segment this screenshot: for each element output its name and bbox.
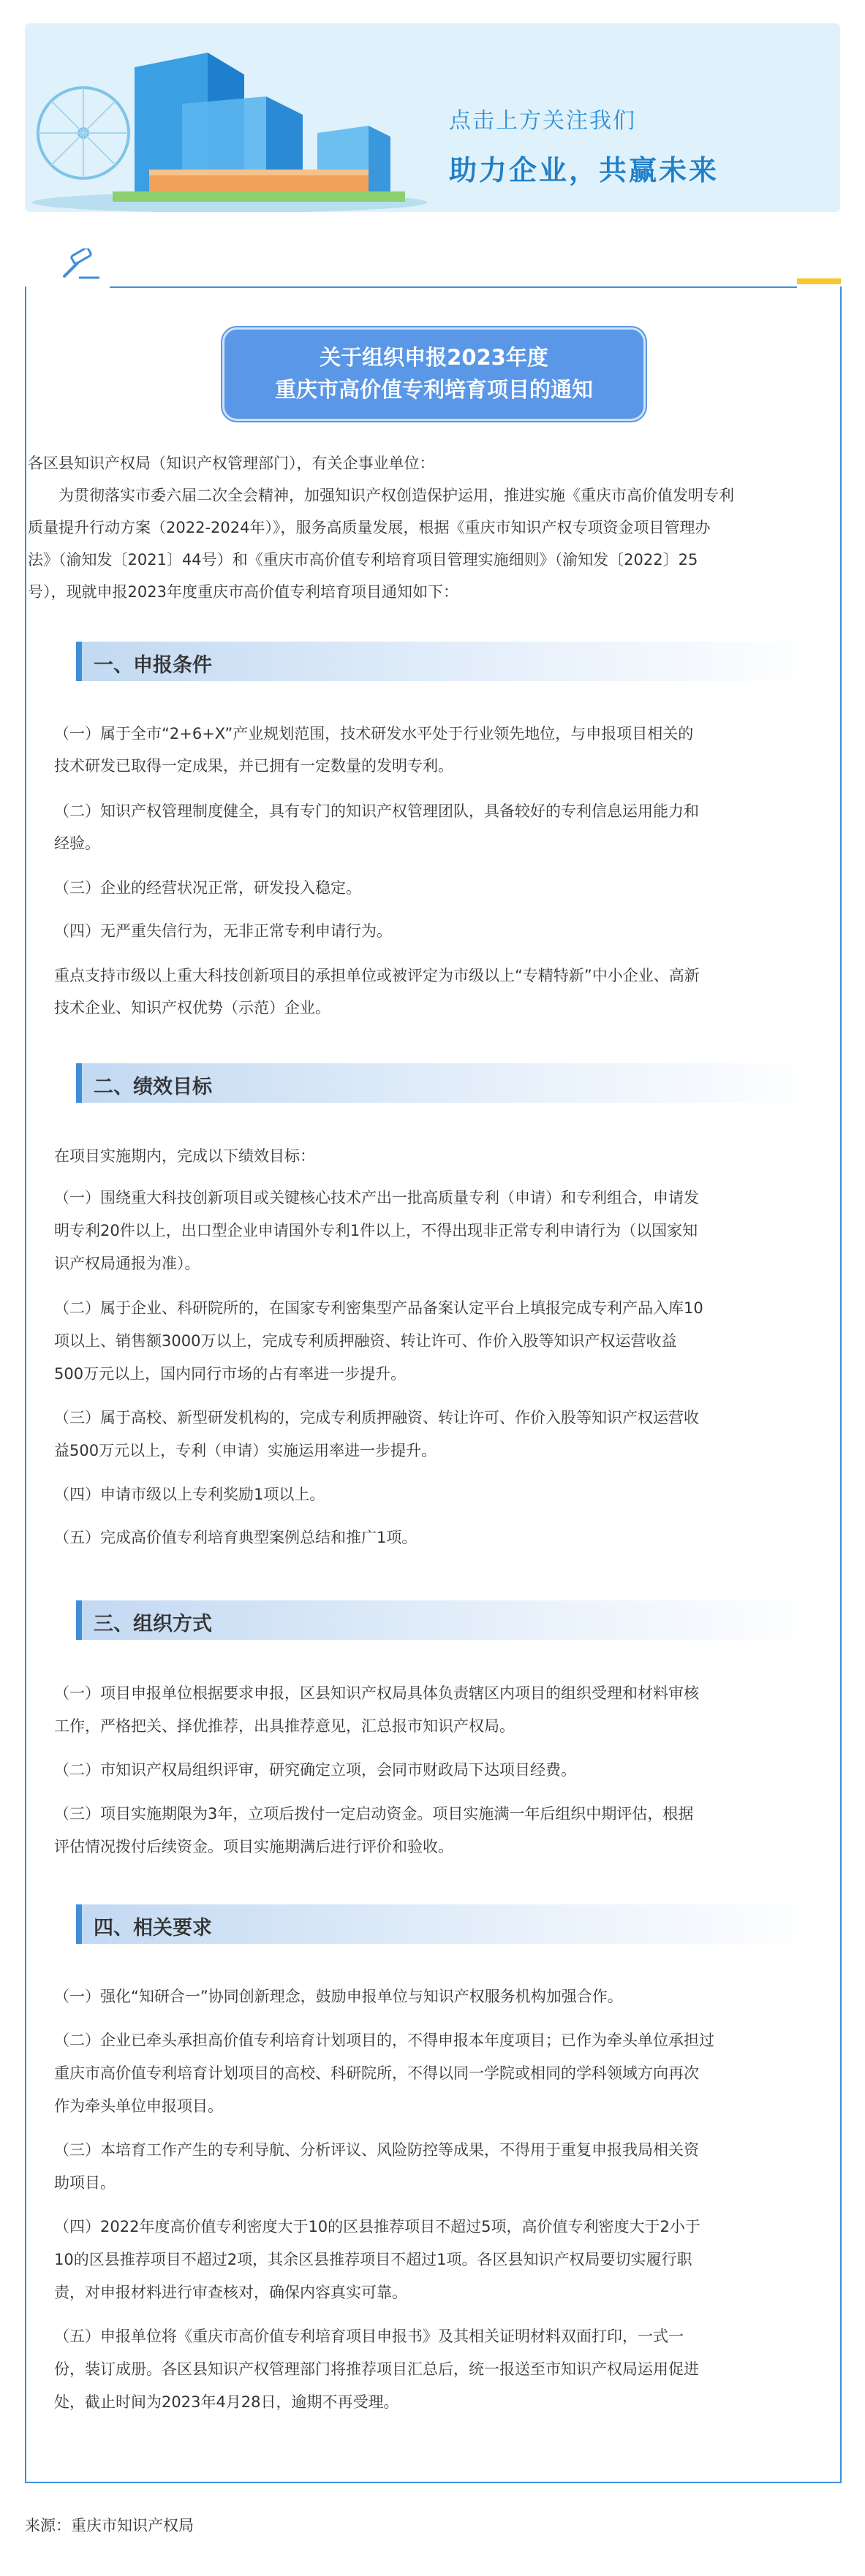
section-line: 评估情况拨付后续资金。项目实施期满后进行评价和验收。 [54, 1838, 453, 1855]
gavel-icon [57, 248, 101, 281]
section-heading-organization [76, 1600, 822, 1640]
section-line: （五）完成高价值专利培育典型案例总结和推广1项。 [54, 1529, 418, 1546]
section-line: 500万元以上，国内同行市场的占有率进一步提升。 [54, 1365, 407, 1383]
section-line: 技术研发已取得一定成果，并已拥有一定数量的发明专利。 [54, 757, 453, 775]
section-heading-requirements [76, 1904, 822, 1944]
section-heading-eligibility [76, 642, 822, 681]
section-line: 经验。 [54, 835, 100, 852]
intro-line: 为贯彻落实市委六届二次全会精神，加强知识产权创造保护运用，推进实施《重庆市高价值发明专利 [28, 487, 734, 504]
title-line-2: 重庆市高价值专利培育项目的通知 [274, 377, 593, 402]
intro-line: 质量提升行动方案（2022-2024年）》，服务高质量发展，根据《重庆市知识产权专项资金项目管理办 [28, 519, 711, 536]
banner-slogan-follow: 点击上方关注我们 [449, 108, 636, 134]
section-line: 项以上、销售额3000万以上，完成专利质押融资、转让许可、作价入股等知识产权运营收益 [54, 1332, 677, 1350]
title-line-1: 关于组织申报2023年度 [320, 345, 548, 370]
section-line: （三）项目实施期限为3年，立项后拨付一定启动资金。项目实施满一年后组织中期评估，根据 [54, 1805, 694, 1823]
section-line: （四）2022年度高价值专利密度大于10的区县推荐项目不超过5项，高价值专利密度大于2小于 [54, 2218, 700, 2235]
section-heading-text: 二、绩效目标 [94, 1076, 212, 1098]
section-line: 重庆市高价值专利培育计划项目的高校、科研院所，不得以同一学院或相同的学科领域方向再次 [54, 2064, 699, 2082]
city-illustration [25, 23, 434, 212]
section-heading-text: 一、申报条件 [94, 654, 212, 677]
section-line: 重点支持市级以上重大科技创新项目的承担单位或被评定为市级以上“专精特新”中小企业、高新 [54, 967, 700, 984]
section-line: （一）项目申报单位根据要求申报，区县知识产权局具体负责辖区内项目的组织受理和材料审核 [54, 1684, 699, 1702]
section-line: （三）企业的经营状况正常，研发投入稳定。 [54, 879, 361, 897]
section-line: （二）企业已牵头承担高价值专利培育计划项目的，不得申报本年度项目；已作为牵头单位承担过 [54, 2032, 714, 2049]
section-line: 份，装订成册。各区县知识产权管理部门将推荐项目汇总后，统一报送至市知识产权局运用促进 [54, 2360, 699, 2378]
section-line: （二）属于企业、科研院所的，在国家专利密集型产品备案认定平台上填报完成专利产品入库10 [54, 1299, 703, 1317]
header-banner [25, 23, 840, 212]
section-line: （四）无严重失信行为，无非正常专利申请行为。 [54, 922, 392, 940]
section-line: （一）属于全市“2+6+X”产业规划范围，技术研发水平处于行业领先地位，与申报项目相关的 [54, 725, 694, 742]
notice-title [222, 327, 646, 421]
section-line: （五）申报单位将《重庆市高价值专利培育项目申报书》及其相关证明材料双面打印，一式一 [54, 2328, 684, 2345]
section-line: 技术企业、知识产权优势（示范）企业。 [54, 999, 330, 1017]
section-line: （三）本培育工作产生的专利导航、分析评议、风险防控等成果，不得用于重复申报我局相关资 [54, 2141, 699, 2159]
section-line: （四）申请市级以上专利奖励1项以上。 [54, 1486, 325, 1503]
section-line: （一）围绕重大科技创新项目或关键核心技术产出一批高质量专利（申请）和专利组合，申请发 [54, 1189, 699, 1207]
section-line: 明专利20件以上，出口型企业申请国外专利1件以上，不得出现非正常专利申请行为（以国家知 [54, 1222, 698, 1239]
section-line: 处，截止时间为2023年4月28日，逾期不再受理。 [54, 2393, 399, 2411]
section-line: 10的区县推荐项目不超过2项，其余区县推荐项目不超过1项。各区县知识产权局要切实履行职 [54, 2251, 692, 2268]
section-heading-text: 三、组织方式 [94, 1613, 212, 1635]
section-line: 益500万元以上，专利（申请）实施运用率进一步提升。 [54, 1442, 437, 1459]
section-line: （一）强化“知研合一”协同创新理念，鼓励申报单位与知识产权服务机构加强合作。 [54, 1988, 623, 2005]
section-line: 在项目实施期内，完成以下绩效目标： [54, 1147, 315, 1165]
section-line: 识产权局通报为准）。 [54, 1255, 200, 1272]
intro-line: 法》（渝知发〔2021〕44号）和《重庆市高价值专利培育项目管理实施细则》（渝知发〔2022〕25 [28, 551, 698, 569]
section-line: 责，对申报材料进行审查核对，确保内容真实可靠。 [54, 2284, 407, 2301]
source-attribution: 来源：重庆市知识产权局 [25, 2517, 194, 2534]
section-line: （二）市知识产权局组织评审，研究确定立项，会同市财政局下达项目经费。 [54, 1761, 576, 1779]
section-line: （二）知识产权管理制度健全，具有专门的知识产权管理团队，具备较好的专利信息运用能力和 [54, 802, 699, 820]
intro-line: 号），现就申报2023年度重庆市高价值专利培育项目通知如下： [28, 583, 458, 601]
intro-line: 各区县知识产权局（知识产权管理部门），有关企事业单位： [28, 455, 435, 472]
section-line: 作为牵头单位申报项目。 [54, 2097, 223, 2115]
banner-slogan-motto: 助力企业，共赢未来 [449, 154, 719, 186]
section-heading-goals [76, 1063, 822, 1103]
section-heading-text: 四、相关要求 [94, 1917, 212, 1939]
accent-bar [797, 278, 841, 284]
section-line: 工作，严格把关、择优推荐，出具推荐意见，汇总报市知识产权局。 [54, 1717, 515, 1735]
section-line: 助项目。 [54, 2174, 116, 2192]
section-line: （三）属于高校、新型研发机构的，完成专利质押融资、转让许可、作价入股等知识产权运营收 [54, 1409, 699, 1426]
